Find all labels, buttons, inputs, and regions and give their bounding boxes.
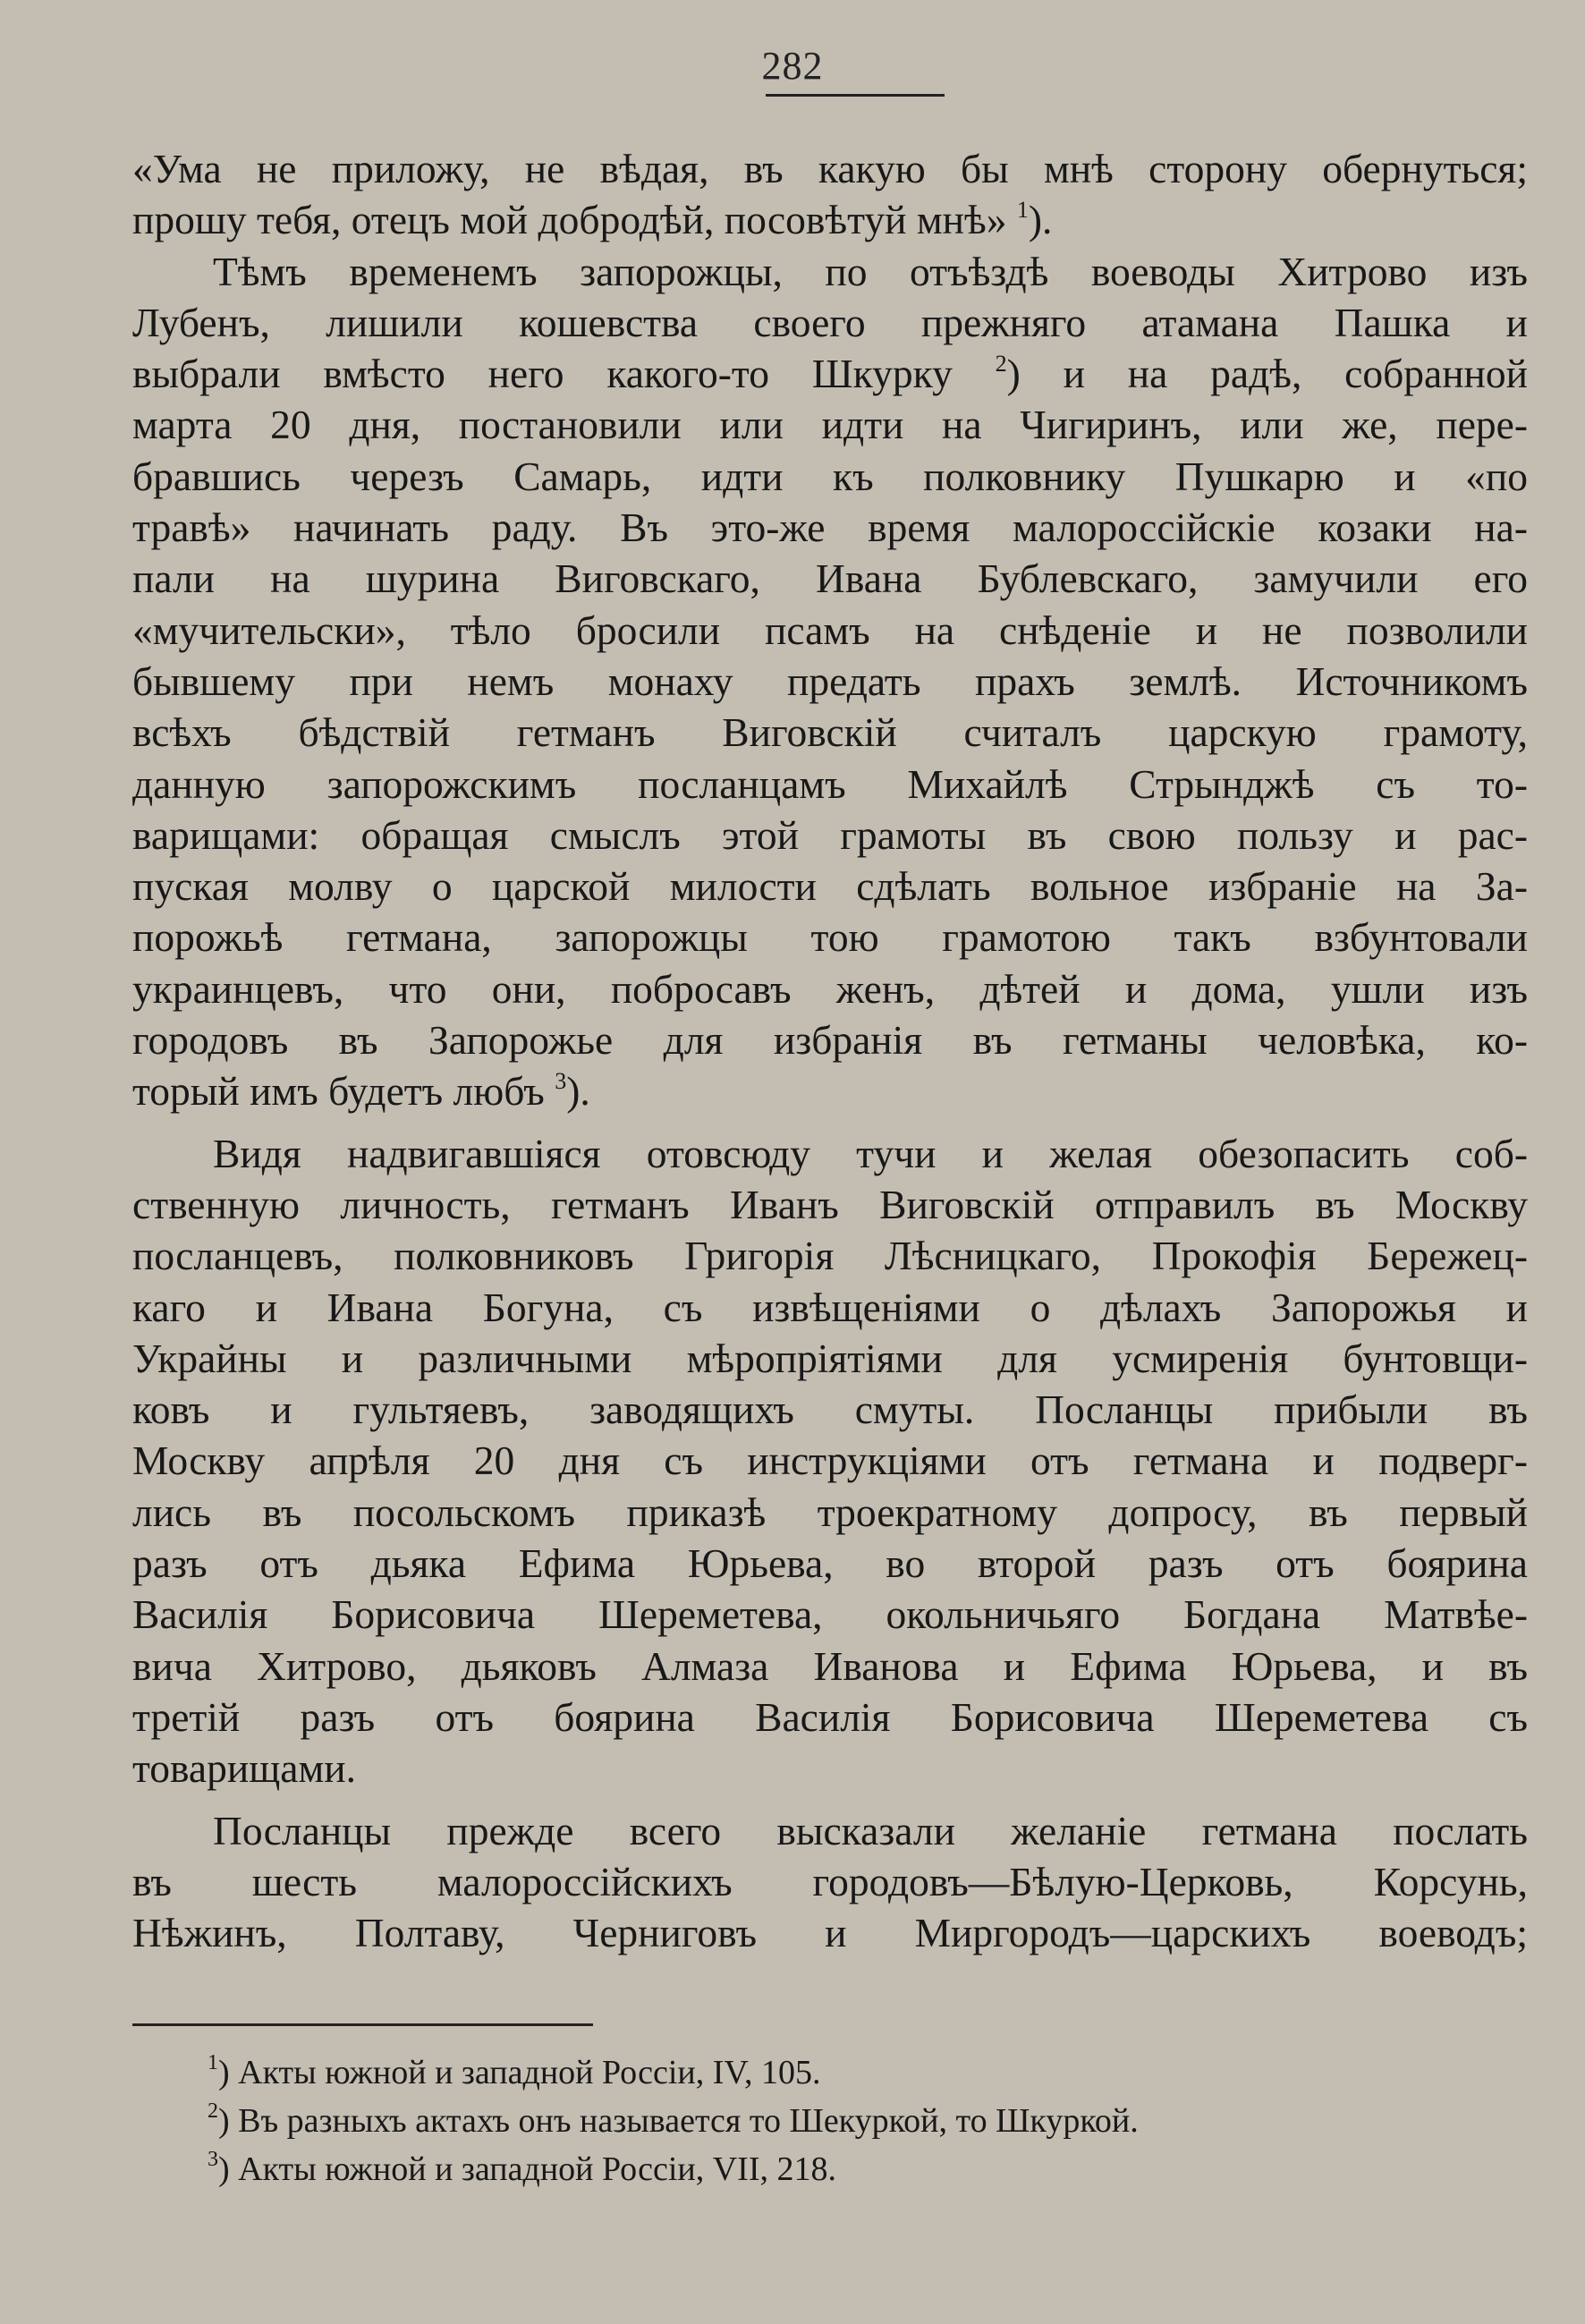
text-line: прошу тебя, отецъ мой добродѣй, посовѣтуй мнѣ» $^1$). [132,197,1053,243]
header-rule [766,94,945,97]
text-line: украинцевъ, что они, побросавъ женъ, дѣтей и дома, ушли изъ [132,965,1528,1012]
text-line: Лубенъ, лишили кошевства своего прежняго атамана Пашка и [132,299,1528,345]
footnotes [208,2048,1513,2193]
text-line: бравшись черезъ Самарь, идти къ полковнику Пушкарю и «по [132,453,1528,499]
footnote: $^1$) Акты южной и западной Россіи, IV, 105. [208,2051,821,2091]
text-line: Нѣжинъ, Полтаву, Черниговъ и Миргородъ—царскихъ воеводъ; [132,1910,1528,1956]
text-line: порожьѣ гетмана, запорожцы тою грамотою такъ взбунтовали [132,914,1528,961]
text-line: пуская молву о царской милости сдѣлать вольное избраніе на За- [132,863,1528,910]
text-line: Василія Борисовича Шереметева, окольничьяго Богдана Матвѣе- [132,1591,1528,1638]
text-line: разъ отъ дьяка Ефима Юрьева, во второй разъ отъ боярина [132,1540,1528,1587]
text-line: варищами: обращая смыслъ этой грамоты въ свою пользу и рас- [132,811,1528,858]
text-line: «мучительски», тѣло бросили псамъ на снѣденіе и не позволили [132,606,1528,653]
text-line: «Ума не приложу, не вѣдая, въ какую бы мнѣ сторону обернуться; [132,146,1528,191]
text-line: городовъ въ Запорожье для избранія въ гетманы человѣка, ко- [132,1017,1528,1064]
text-line: всѣхъ бѣдствій гетманъ Виговскій считалъ царскую грамоту, [132,709,1528,756]
body-text [132,143,1528,1958]
text-line: въ шесть малороссійскихъ городовъ—Бѣлую-Церковь, Корсунь, [132,1858,1528,1904]
text-line: выбрали вмѣсто него какого-то Шкурку $^2$) и на радѣ, собранной [132,351,1528,397]
text-line: Украйны и различными мѣропріятіями для усмиренія бунтовщи- [132,1335,1528,1381]
text-line: Видя надвигавшіяся отовсюду тучи и желая обезопасить соб- [213,1130,1528,1176]
text-line: марта 20 дня, постановили или идти на Чигиринъ, или же, пере- [132,402,1528,448]
text-line: пали на шурина Виговскаго, Ивана Бублевскаго, замучили его [132,556,1528,602]
footnote: $^2$) Въ разныхъ актахъ онъ называется то Шекуркой, то Шкуркой. [208,2099,1139,2140]
footnote-rule [132,2023,593,2026]
footnote: $^3$) Акты южной и западной Россіи, VII, 218. [208,2148,836,2188]
text-line: посланцевъ, полковниковъ Григорія Лѣсницкаго, Прокофія Бережец- [132,1233,1528,1279]
text-line: данную запорожскимъ посланцамъ Михайлѣ Стрынджѣ съ то- [132,760,1528,807]
text-line: каго и Ивана Богуна, съ извѣщеніями о дѣлахъ Запорожья и [132,1284,1528,1330]
text-line: товарищами. [132,1745,356,1792]
text-line: ковъ и гультяевъ, заводящихъ смуты. Посланцы прибыли въ [132,1387,1528,1433]
page-number: 282 [761,44,824,88]
text-line: бывшему при немъ монаху предать прахъ землѣ. Источникомъ [132,657,1528,704]
text-line: Тѣмъ временемъ запорожцы, по отъѣздѣ воеводы Хитрово изъ [213,248,1528,294]
text-line: ственную личность, гетманъ Иванъ Виговскій отправилъ въ Москву [132,1181,1528,1227]
text-line: вича Хитрово, дьяковъ Алмаза Иванова и Ефима Юрьева, и въ [132,1642,1528,1689]
text-line: травѣ» начинать раду. Въ это-же время малороссійскіе козаки на- [132,505,1528,551]
text-line: третій разъ отъ боярина Василія Борисовича Шереметева съ [132,1693,1528,1740]
text-line: лись въ посольскомъ приказѣ троекратному допросу, въ первый [132,1489,1528,1535]
text-line: Москву апрѣля 20 дня съ инструкціями отъ гетмана и подверг- [132,1438,1528,1484]
text-line: торый имъ будетъ любъ $^3$). [132,1068,590,1115]
text-line: Посланцы прежде всего высказали желаніе гетмана послать [213,1807,1528,1853]
